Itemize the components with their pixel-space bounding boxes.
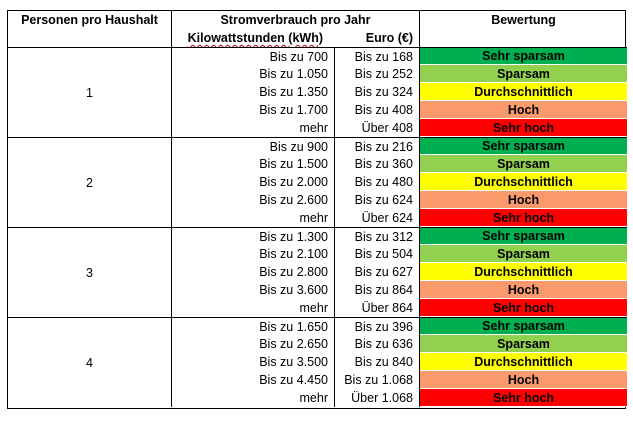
euro-cell: Bis zu 252 xyxy=(335,65,420,83)
euro-cell: Bis zu 216 xyxy=(335,137,420,155)
euro-cell: Bis zu 624 xyxy=(335,191,420,209)
kwh-cell: mehr xyxy=(172,209,335,227)
rating-cell: Hoch xyxy=(420,101,627,119)
kwh-cell: Bis zu 900 xyxy=(172,137,335,155)
rating-cell: Sehr sparsam xyxy=(420,227,627,245)
kwh-cell: Bis zu 2.800 xyxy=(172,263,335,281)
kwh-cell: Bis zu 1.700 xyxy=(172,101,335,119)
persons-cell: 2 xyxy=(8,137,172,227)
euro-cell: Bis zu 480 xyxy=(335,173,420,191)
rating-cell: Sehr hoch xyxy=(420,119,627,137)
euro-cell: Über 1.068 xyxy=(335,389,420,407)
euro-cell: Bis zu 324 xyxy=(335,83,420,101)
rating-cell: Sehr sparsam xyxy=(420,137,627,155)
euro-cell: Bis zu 864 xyxy=(335,281,420,299)
euro-cell: Bis zu 360 xyxy=(335,155,420,173)
kwh-cell: Bis zu 1.050 xyxy=(172,65,335,83)
kwh-cell: mehr xyxy=(172,119,335,137)
rating-cell: Hoch xyxy=(420,371,627,389)
header-consumption: Stromverbrauch pro Jahr xyxy=(172,11,420,29)
euro-cell: Bis zu 636 xyxy=(335,335,420,353)
persons-cell: 1 xyxy=(8,47,172,137)
header-kwh-label: Kilowattstunden (kWh) xyxy=(187,31,323,45)
kwh-cell: Bis zu 1.650 xyxy=(172,317,335,335)
euro-cell: Bis zu 396 xyxy=(335,317,420,335)
kwh-cell: Bis zu 2.600 xyxy=(172,191,335,209)
rating-cell: Sparsam xyxy=(420,65,627,83)
header-persons: Personen pro Haushalt xyxy=(8,11,172,47)
rating-cell: Durchschnittlich xyxy=(420,353,627,371)
euro-cell: Über 624 xyxy=(335,209,420,227)
kwh-cell: Bis zu 1.500 xyxy=(172,155,335,173)
kwh-cell: Bis zu 2.650 xyxy=(172,335,335,353)
euro-cell: Bis zu 504 xyxy=(335,245,420,263)
euro-cell: Bis zu 312 xyxy=(335,227,420,245)
rating-cell: Hoch xyxy=(420,191,627,209)
euro-cell: Bis zu 840 xyxy=(335,353,420,371)
kwh-cell: Bis zu 1.350 xyxy=(172,83,335,101)
euro-cell: Bis zu 627 xyxy=(335,263,420,281)
persons-cell: 3 xyxy=(8,227,172,317)
kwh-cell: Bis zu 700 xyxy=(172,47,335,65)
kwh-cell: Bis zu 3.500 xyxy=(172,353,335,371)
rating-cell: Sehr hoch xyxy=(420,389,627,407)
euro-cell: Bis zu 1.068 xyxy=(335,371,420,389)
rating-cell: Sehr hoch xyxy=(420,209,627,227)
kwh-cell: Bis zu 2.000 xyxy=(172,173,335,191)
rating-cell: Sparsam xyxy=(420,335,627,353)
rating-cell: Sehr sparsam xyxy=(420,317,627,335)
rating-cell: Durchschnittlich xyxy=(420,83,627,101)
rating-cell: Sehr hoch xyxy=(420,299,627,317)
header-kwh xyxy=(172,29,335,47)
kwh-cell: mehr xyxy=(172,299,335,317)
kwh-cell: Bis zu 1.300 xyxy=(172,227,335,245)
rating-cell: Durchschnittlich xyxy=(420,263,627,281)
rating-cell: Hoch xyxy=(420,281,627,299)
rating-cell: Sehr sparsam xyxy=(420,47,627,65)
euro-cell: Über 864 xyxy=(335,299,420,317)
euro-cell: Über 408 xyxy=(335,119,420,137)
kwh-cell: Bis zu 4.450 xyxy=(172,371,335,389)
kwh-cell: mehr xyxy=(172,389,335,407)
rating-cell: Durchschnittlich xyxy=(420,173,627,191)
persons-cell: 4 xyxy=(8,317,172,407)
euro-cell: Bis zu 408 xyxy=(335,101,420,119)
header-rating: Bewertung xyxy=(491,13,556,27)
kwh-cell: Bis zu 2.100 xyxy=(172,245,335,263)
kwh-cell: Bis zu 3.600 xyxy=(172,281,335,299)
rating-cell: Sparsam xyxy=(420,245,627,263)
euro-cell: Bis zu 168 xyxy=(335,47,420,65)
rating-cell: Sparsam xyxy=(420,155,627,173)
electricity-consumption-table xyxy=(7,10,626,409)
header-euro: Euro (€) xyxy=(335,29,420,47)
